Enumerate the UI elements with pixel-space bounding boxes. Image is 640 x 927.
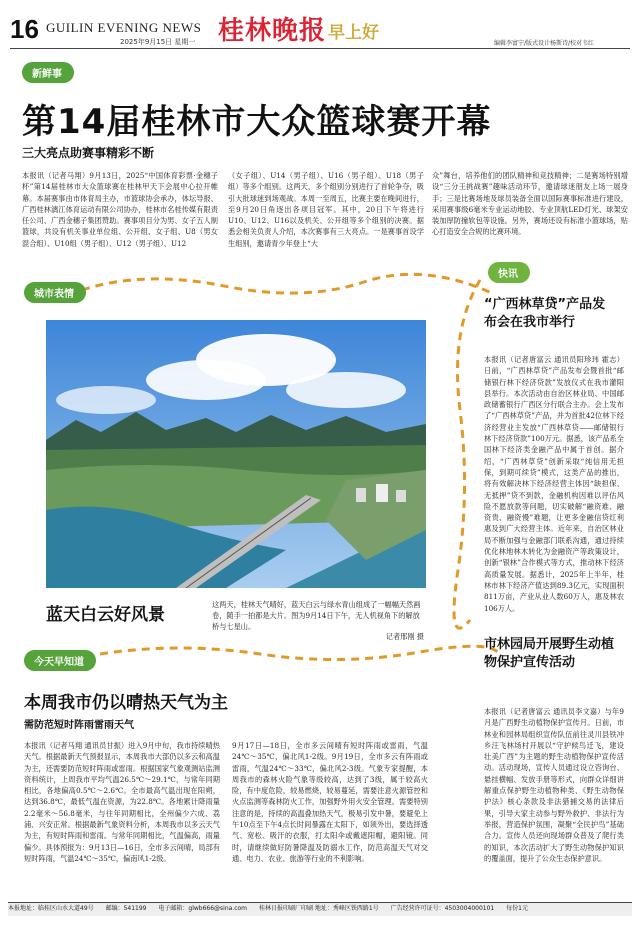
wildlife-headline: 市林园局开展野生动植物保护宣传活动 <box>484 637 615 670</box>
forest-loan-body: 本报讯（记者唐富云 通讯员阳珍玮 霍志）日前，“广西林草贷”产品发布会暨首批“邮储银行林下经济贷款”发放仪式在我市灌阳县举行。本次活动由自治区林业局、中国邮政储蓄银行广西区分行联合主办。会上发布了“广西林草贷”产品，并为首批42位林下经济经营业主发放“广西林草贷——邮储银行林下经济贷款”100万元。据悉，该产品系全国林下经济类金融产品中属于首创。据介绍，“广西林草贷”创新采取“纯信用无担保，到期可续贷”模式，这类产品的推出，将有效解决林下经济经营主体因“缺担保、无抵押”贷不到款，金融机构因难以评估风险不愿放款等问题，切实破解“融资难、融资贵、融资慢”难题，让更多金融信贷红利惠及到广大经营主体。近年来，自治区林业局不断加强与金融部门联系沟通，通过持续优化林地林木转化为金融资产等政策设计，创新“银林”合作模式等方式，推动林下经济高质量发展。据悉计，2025年上半年，桂林市林下经济产值达到89.3亿元，实现面积811万亩，产业从业人数60万人，惠及林农106万人。 <box>484 355 624 613</box>
section-logo: 早上好 <box>328 23 379 43</box>
dashed-divider-mid <box>100 640 500 670</box>
page-number: 16 <box>10 14 39 44</box>
lead-headline: 第14届桂林市大众篮球赛开幕 <box>22 102 492 142</box>
lead-column-1: 本报讯（记者马翔）9月13日，2025“中国体育彩票·金穗子杯”第14届桂林市大众篮球赛在桂林甲天下会展中心拉开帷幕。本届赛事由市体育局主办，市篮球协会承办，体坛导报、广西桂林漓江体育运动有限公司协办，桂林市名桂传媒有限责任公司、广西金穗子集团赞助。赛事项目分为男、女子五人制篮球，共设有机关事业单位组、公开组、女子组、U8（男女混合组）、U10组（男子组）、U12（男子组）、U12 <box>22 171 218 248</box>
landscape-photo <box>46 320 426 588</box>
tag-city: 城市表情 <box>24 282 86 303</box>
weather-column-2: 9月17日—18日，全市多云间晴有短时阵雨或雷雨，气温24℃～35℃，偏北风1-2级。9月19日，全市多云有阵雨或雷雨，气温24℃～33℃，偏北风2-3级。气象专家提醒，本周我市的森林火险气象等级较高，达到了3级，属于较高火险，有中度危险，较易燃烧，较易蔓延，需要注意火源管控和火点监测等森林防火工作，加强野外用火安全管理。需要特别注意的是，持续的高温叠加热天气，极易引发中暑，要避免上午10点至下午4点长时间暴露在太阳下，如须外出，要选择透气、宽松、吸汗的衣服，打太阳伞或戴遮阳帽，避阳镜。同时，请继续做好防暑降温及防溺水工作，防范高温天气对交通、电力、农业、旅游等行业的不利影响。 <box>232 741 428 863</box>
photo-caption-text: 这两天，桂林天气晴好，蓝天白云与绿水青山组成了一幅幅天然画卷，随手一拍都是大片。图为9月14日下午，无人机视角下的解放桥与七星山。 <box>212 600 421 631</box>
editor-credits: 编辑李富宁/版式设计杨斯诗/校对韦红 <box>494 40 595 47</box>
photo-title: 蓝天白云好风景 <box>46 605 165 625</box>
footer-printer: 桂林日报印刷厂印刷 地址：秀峰区铁西路1号 <box>258 905 379 912</box>
lead-column-2: （女子组）、U14（男子组）、U16（男子组）、U18（男子组）等多个组别。这两天，多个组别分别进行了首轮争夺，吸引大批球迷到场观战。本周一至周五，比赛主要在晚间进行，至9月20日角逐出各项目冠军。其中，20日下午将进行U10、U12、U16以及机关、公开组等多个组别的决赛。据悉会相关负责人介绍，本次赛事有三大亮点。一是赛事首设学生组别，邀请青少年登上“大 <box>228 171 424 248</box>
paper-name-en: GUILIN EVENING NEWS <box>46 20 202 35</box>
paper-logo: 桂林晚报 <box>218 16 327 46</box>
weather-subtitle: 需防范短时阵雨雷雨天气 <box>24 720 134 731</box>
photo-caption <box>212 600 424 643</box>
footer-price: 每份1元 <box>506 905 528 912</box>
footer-postcode: 邮编：541199 <box>105 905 147 912</box>
weather-column-1: 本报讯（记者马翔 通讯员甘振）进入9月中旬，我市持续晴热天气。根据最新天气预报显示，本周我市大部仍以多云和高温为主，还需要防范短时阵雨或雷雨。根据国家气象观测站监测资料统计，上周我市平均气温26.5℃～29.1℃，与常年同期相比，各地偏高0.5℃～2.6℃。全市最高气温出现在阳朔，达到36.8℃，最低气温在资源，为22.8℃。各地累计降雨量2.2毫米～56.8毫米，与往年同期相比，全州偏少六成、荔浦、兴安正常。根据最新气象资料分析，本周我市以多云天气为主，有短时阵雨和雷雨。与常年同期相比，气温偏高，雨量偏少。具体预报为：9月13日—16日，全市多云间晴，局部有短时阵雨，气温24℃～35℃，偏南风1-2级。 <box>24 741 220 863</box>
footer-bar <box>8 902 632 916</box>
issue-date: 2025年9月15日 星期一 <box>120 38 196 46</box>
lead-column-3: 众”舞台，培养他们的团队精神和竞技精神；二是赛场特别增设“三分王挑战赛”趣味活动环节，邀请球迷朋友上场一展身手；三是比赛场地及球员装备全面以国际赛事标准进行建设，采用赛事级6毫米专业运动地胶、专业顶航LED灯光、球架安装加厚防撞软包等设施。另外，赛场还设有标准小篮球场，贴心打造安全合规的比赛环境。 <box>432 171 628 237</box>
wildlife-body: 本报讯（记者唐富云 通讯员李文嘉）与年9月是广西野生动植物保护宣传月。日前，市林业和园林局组织宣传队伍前往灵川县铁冲乡汪飞林场村开展以“守护候鸟迁飞，建设壮美广西”为主题的野生动植物保护宣传活动。活动现场，宣传人员通过设立咨询台、悬挂横幅、发放手册等形式，向群众详细讲解重点保护野生动植物种类、《野生动物保护法》核心条款及非法猎捕交易的法律后果，引导大家主动参与野外救护、非法行为举报，营造保护氛围，凝聚“全民护鸟”基础合力。宣传人员还向现场群众普及了爬行类的知识，本次活动扩大了野生动物保护知识的覆盖面，提升了公众生态保护意识。 <box>484 707 624 863</box>
footer-address: 本报地址：临桂区山水大道49号 <box>8 905 94 912</box>
tag-fresh: 新鲜事 <box>22 62 74 83</box>
lead-subtitle: 三大亮点助赛事精彩不断 <box>22 146 155 160</box>
footer-email: 电子邮箱：glwb666@sina.com <box>158 905 248 912</box>
footer-license: 广告经营许可证号：4503004000101 <box>390 905 495 912</box>
tag-today: 今天早知道 <box>24 650 96 671</box>
dashed-divider-top <box>24 268 494 308</box>
photo-credit: 记者邢刚 摄 <box>385 632 424 642</box>
dashed-divider-vertical <box>430 270 490 630</box>
header-rule <box>10 48 630 49</box>
weather-headline: 本周我市仍以晴热天气为主 <box>24 693 228 713</box>
forest-loan-headline: “广西林草贷”产品发布会在我市举行 <box>484 297 606 330</box>
tag-flash: 快讯 <box>488 262 530 283</box>
